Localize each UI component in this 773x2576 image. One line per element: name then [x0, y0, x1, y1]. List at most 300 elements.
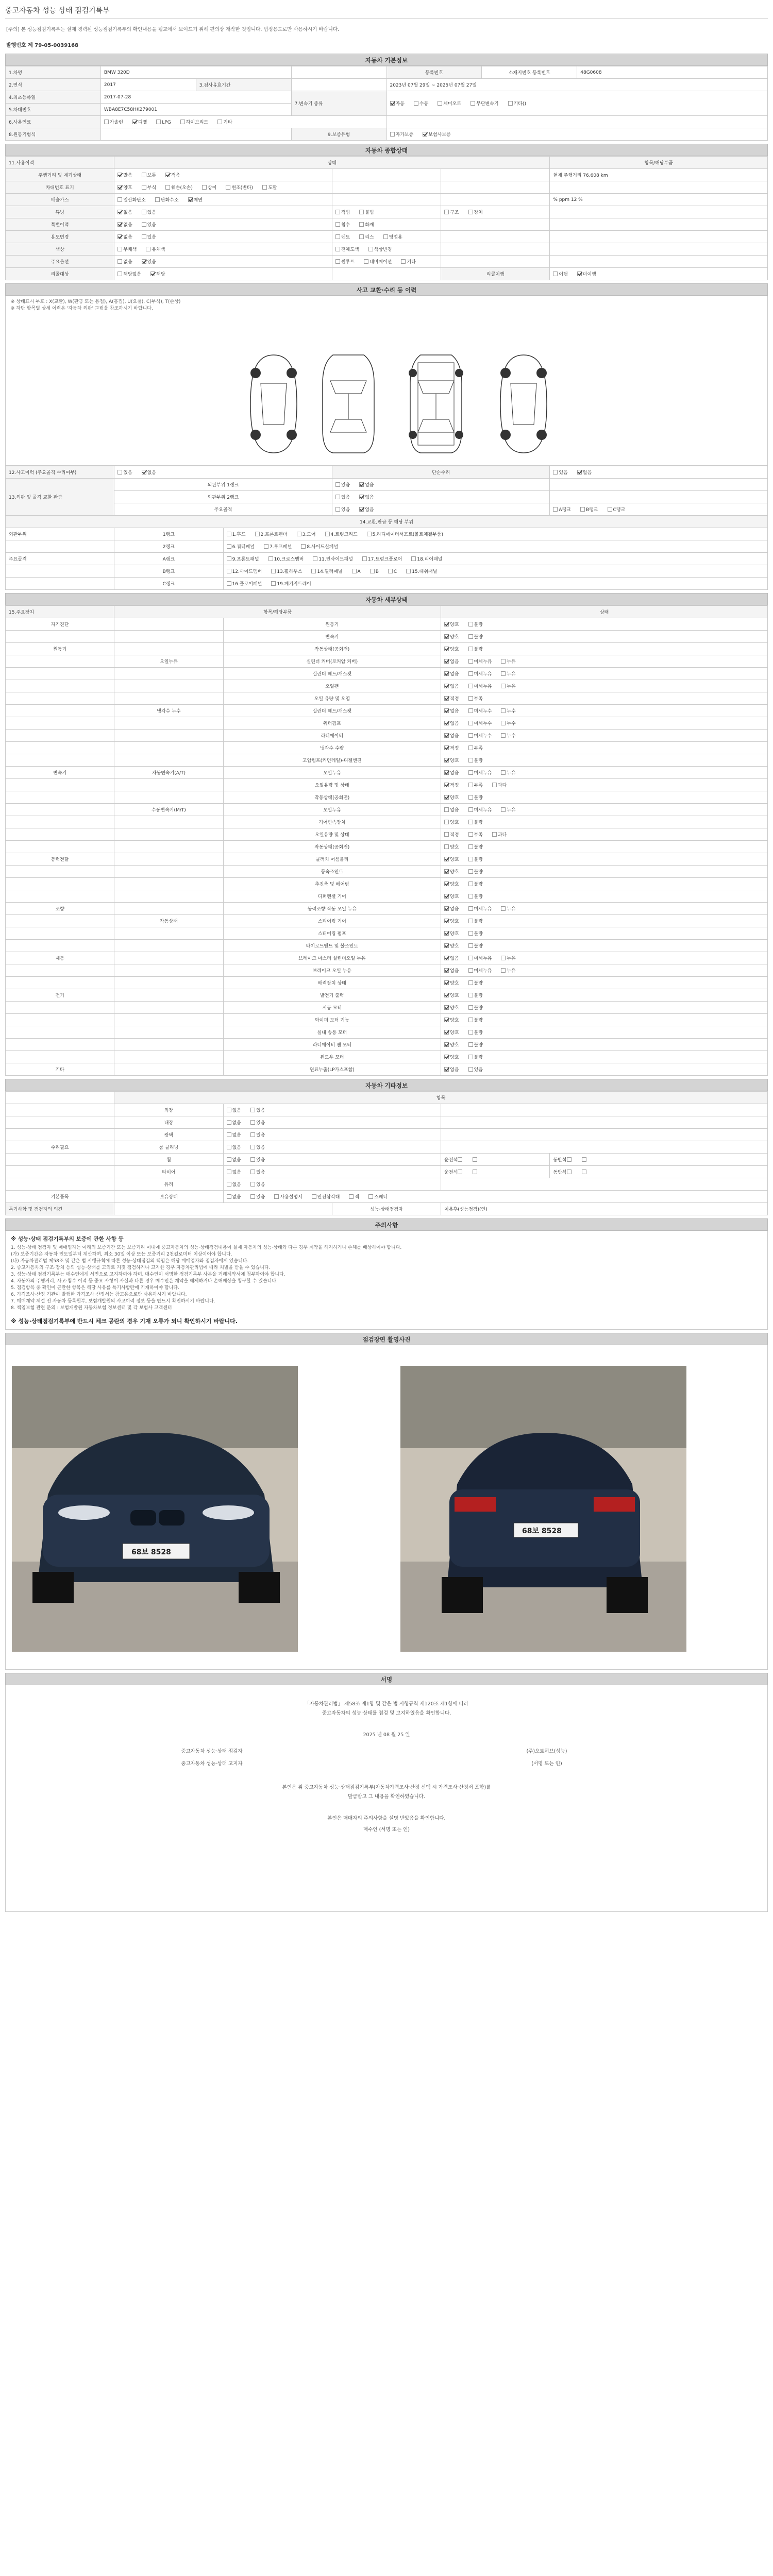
checkbox-option[interactable]: [468, 1054, 483, 1060]
checkbox-option[interactable]: [468, 1016, 483, 1023]
table-cell: [441, 1116, 768, 1129]
checkbox-option[interactable]: [444, 1054, 459, 1060]
checkbox-option[interactable]: [468, 868, 483, 875]
checkbox-icon: [468, 733, 473, 738]
checkbox-option[interactable]: [142, 184, 156, 191]
checkbox-label: 6.쿼터패널: [232, 545, 255, 550]
checkbox-icon: [250, 1145, 255, 1149]
checkbox-option[interactable]: [501, 769, 515, 776]
checkbox-option[interactable]: [458, 1170, 463, 1175]
table-cell: [550, 218, 768, 231]
checkbox-option[interactable]: [468, 1029, 483, 1036]
checkbox-option[interactable]: [444, 1029, 459, 1036]
damage-diagram: [5, 296, 768, 466]
checkbox-option[interactable]: [444, 732, 459, 739]
checkbox-option[interactable]: [227, 1107, 241, 1113]
checkbox-option[interactable]: [438, 100, 461, 107]
checkbox-option[interactable]: [250, 1193, 265, 1200]
checkbox-icon: [468, 1018, 473, 1022]
checkbox-icon: [117, 247, 122, 251]
checkbox-icon: [227, 1108, 231, 1112]
checkbox-label: 적음: [171, 173, 180, 178]
checkbox-option[interactable]: [444, 1016, 459, 1023]
table-cell: 원동기: [223, 618, 441, 631]
checkbox-option[interactable]: [468, 843, 483, 850]
checkbox-label: 불량: [474, 894, 483, 900]
checkbox-option[interactable]: [468, 683, 492, 689]
checkbox-option[interactable]: [444, 918, 459, 924]
checkbox-option[interactable]: [468, 806, 492, 813]
checkbox-option[interactable]: [297, 531, 316, 537]
table-cell: [223, 1154, 441, 1166]
car-photo: [12, 1366, 298, 1652]
checkbox-label: 불량: [474, 931, 483, 937]
table-cell: [441, 618, 768, 631]
table-cell: 상태: [114, 157, 550, 169]
checkbox-icon: [473, 1170, 477, 1174]
checkbox-icon: [325, 532, 330, 536]
checkbox-option[interactable]: [227, 555, 259, 562]
checkbox-option[interactable]: [142, 258, 156, 265]
checkbox-option[interactable]: [553, 469, 567, 476]
checkbox-option[interactable]: [155, 196, 179, 203]
checkbox-icon: [580, 507, 585, 512]
checkbox-option[interactable]: [468, 670, 492, 677]
checkbox-label: 양호: [450, 635, 459, 640]
table-cell: 실내 송풍 모터: [223, 1026, 441, 1039]
checkbox-option[interactable]: [444, 856, 459, 862]
checkbox-option[interactable]: [142, 172, 156, 178]
checkbox-option[interactable]: [444, 967, 459, 974]
checkbox-option[interactable]: [468, 782, 483, 788]
checkbox-option[interactable]: [227, 1144, 241, 1150]
checkbox-option[interactable]: [444, 1066, 459, 1073]
checkbox-label: A: [357, 569, 361, 574]
checkbox-icon: [390, 101, 395, 106]
checkbox-option[interactable]: [468, 819, 483, 825]
checkbox-option[interactable]: [468, 621, 483, 628]
checkbox-option[interactable]: [468, 918, 483, 924]
checkbox-option[interactable]: [352, 569, 361, 574]
checkbox-option[interactable]: [501, 683, 515, 689]
checkbox-option[interactable]: [508, 100, 526, 107]
checkbox-option[interactable]: [501, 905, 515, 912]
checkbox-option[interactable]: [227, 568, 262, 574]
checkbox-option[interactable]: [473, 1170, 478, 1175]
checkbox-option[interactable]: [468, 658, 492, 665]
checkbox-option[interactable]: [268, 555, 304, 562]
checkbox-label: 많음: [123, 173, 132, 178]
checkbox-option[interactable]: [468, 744, 483, 751]
checkbox-option[interactable]: [444, 769, 459, 776]
checkbox-option[interactable]: [359, 494, 374, 500]
checkbox-option[interactable]: [250, 1144, 265, 1150]
checkbox-option[interactable]: [468, 695, 483, 702]
checkbox-option[interactable]: [468, 955, 492, 961]
checkbox-option[interactable]: [335, 494, 350, 500]
checkbox-option[interactable]: [313, 555, 352, 562]
checkbox-option[interactable]: [264, 543, 292, 550]
checkbox-option[interactable]: [255, 531, 288, 537]
checkbox-option[interactable]: [180, 118, 208, 125]
checkbox-option[interactable]: [468, 967, 492, 974]
checkbox-option[interactable]: [468, 794, 483, 801]
checkbox-option[interactable]: [117, 221, 132, 228]
car-frame-diagram: [397, 352, 475, 455]
table-cell: [6, 779, 114, 791]
checkbox-option[interactable]: [468, 209, 483, 215]
checkbox-option[interactable]: [227, 1181, 241, 1188]
checkbox-icon: [217, 120, 222, 124]
checkbox-option[interactable]: [250, 1107, 265, 1113]
table-cell: [223, 553, 767, 565]
checkbox-option[interactable]: [444, 1041, 459, 1048]
checkbox-option[interactable]: [368, 1193, 388, 1200]
checkbox-option[interactable]: [468, 942, 483, 949]
checkbox-option[interactable]: [492, 831, 507, 838]
checkbox-option[interactable]: [132, 118, 147, 125]
checkbox-icon: [501, 671, 506, 676]
checkbox-label: 양호: [450, 882, 459, 887]
table-cell: 발전기 출력: [223, 989, 441, 1002]
checkbox-option[interactable]: [335, 246, 359, 252]
checkbox-option[interactable]: [359, 221, 374, 228]
checkbox-option[interactable]: [444, 893, 459, 900]
checkbox-option[interactable]: [349, 1193, 359, 1200]
checkbox-option[interactable]: [468, 1004, 483, 1011]
checkbox-option[interactable]: [217, 118, 232, 125]
checkbox-icon: [608, 507, 612, 512]
checkbox-option[interactable]: [325, 531, 358, 537]
checkbox-option[interactable]: [444, 905, 459, 912]
checkbox-option[interactable]: [359, 481, 374, 488]
checkbox-option[interactable]: [250, 1156, 265, 1163]
checkbox-option[interactable]: [142, 221, 156, 228]
checkbox-option[interactable]: [117, 196, 145, 203]
checkbox-option[interactable]: [444, 843, 459, 850]
checkbox-option[interactable]: [117, 209, 132, 215]
checkbox-option[interactable]: [468, 856, 483, 862]
checkbox-option[interactable]: [359, 506, 374, 513]
checkbox-option[interactable]: [444, 658, 459, 665]
checkbox-option[interactable]: [142, 209, 156, 215]
checkbox-option[interactable]: [271, 568, 302, 574]
table-row: [6, 1002, 768, 1014]
checkbox-option[interactable]: [444, 646, 459, 652]
checkbox-icon: [468, 671, 473, 676]
checkbox-label: 없음: [365, 483, 374, 488]
checkbox-icon: [444, 1018, 449, 1022]
checkbox-option[interactable]: [444, 819, 459, 825]
checkbox-option[interactable]: [165, 172, 180, 178]
checkbox-option[interactable]: [117, 469, 132, 476]
checkbox-option[interactable]: [580, 506, 598, 513]
checkbox-option[interactable]: [368, 246, 392, 252]
checkbox-option[interactable]: [301, 543, 338, 550]
checkbox-icon: [150, 272, 155, 276]
checkbox-option[interactable]: [444, 683, 459, 689]
checkbox-option[interactable]: [501, 707, 515, 714]
checkbox-option[interactable]: [444, 979, 459, 986]
table-row: [6, 1191, 768, 1203]
table-cell: [6, 791, 114, 804]
checkbox-option[interactable]: [202, 184, 216, 191]
checkbox-option[interactable]: [250, 1181, 265, 1188]
checkbox-option[interactable]: [501, 720, 515, 726]
checkbox-option[interactable]: [501, 670, 515, 677]
checkbox-option[interactable]: [250, 1131, 265, 1138]
checkbox-option[interactable]: [468, 992, 483, 998]
table-cell: [6, 1092, 114, 1104]
checkbox-option[interactable]: [250, 1168, 265, 1175]
inspector-label: 중고자동차 성능·상태 점검자: [181, 1749, 243, 1754]
checkbox-option[interactable]: [117, 184, 132, 191]
checkbox-option[interactable]: [468, 720, 492, 726]
table-cell: [441, 231, 550, 243]
table-row: [6, 964, 768, 977]
checkbox-option[interactable]: [468, 831, 483, 838]
checkbox-option[interactable]: [444, 707, 459, 714]
checkbox-option[interactable]: [444, 955, 459, 961]
checkbox-option[interactable]: [444, 794, 459, 801]
checkbox-option[interactable]: [444, 695, 459, 702]
checkbox-option[interactable]: [311, 568, 342, 574]
checkbox-option[interactable]: [156, 120, 171, 125]
table-cell: [6, 1002, 114, 1014]
checkbox-option[interactable]: [414, 100, 428, 107]
checkbox-option[interactable]: [364, 258, 392, 265]
checkbox-option[interactable]: [227, 531, 246, 537]
checkbox-option[interactable]: [501, 732, 515, 739]
checkbox-option[interactable]: [227, 580, 262, 587]
checkbox-option[interactable]: [444, 806, 459, 813]
checkbox-label: 없음: [232, 1158, 241, 1163]
checkbox-label: 해당없음: [123, 272, 142, 277]
checkbox-label: 무단변속기: [476, 101, 499, 107]
checkbox-option[interactable]: [567, 1170, 573, 1175]
checkbox-option[interactable]: [388, 569, 397, 574]
checkbox-option[interactable]: [444, 757, 459, 764]
table-cell: 항목/해당부품: [114, 606, 441, 618]
checkbox-option[interactable]: [468, 732, 492, 739]
checkbox-option[interactable]: [262, 184, 277, 191]
checkbox-label: 있음: [256, 1108, 265, 1113]
checkbox-option[interactable]: [444, 880, 459, 887]
checkbox-option[interactable]: [468, 905, 492, 912]
checkbox-option[interactable]: [335, 221, 350, 228]
checkbox-option[interactable]: [473, 1158, 478, 1163]
notes-title: 주의사항: [5, 1218, 768, 1231]
checkbox-option[interactable]: [104, 118, 123, 125]
checkbox-option[interactable]: [444, 1004, 459, 1011]
checkbox-option[interactable]: [150, 270, 165, 277]
checkbox-option[interactable]: [423, 131, 450, 138]
checkbox-option[interactable]: [227, 1119, 241, 1126]
checkbox-label: 없음: [123, 260, 132, 265]
checkbox-option[interactable]: [250, 1119, 265, 1126]
checkbox-option[interactable]: [501, 967, 515, 974]
checkbox-option[interactable]: [501, 658, 515, 665]
checkbox-option[interactable]: [146, 246, 165, 252]
checkbox-option[interactable]: [468, 707, 492, 714]
checkbox-option[interactable]: [401, 258, 415, 265]
checkbox-option[interactable]: [501, 806, 515, 813]
table-cell: [114, 927, 223, 940]
checkbox-option[interactable]: [468, 757, 483, 764]
checkbox-option[interactable]: [444, 744, 459, 751]
checkbox-option[interactable]: [117, 172, 132, 178]
checkbox-option[interactable]: [444, 720, 459, 726]
checkbox-option[interactable]: [274, 1193, 302, 1200]
checkbox-option[interactable]: [117, 233, 132, 240]
checkbox-icon: [577, 272, 582, 276]
checkbox-option[interactable]: [227, 1131, 241, 1138]
checkbox-option[interactable]: [335, 233, 350, 240]
checkbox-option[interactable]: [367, 531, 443, 537]
checkbox-option[interactable]: [444, 831, 459, 838]
checkbox-option[interactable]: [444, 942, 459, 949]
checkbox-option[interactable]: [582, 1170, 587, 1175]
checkbox-label: 불량: [474, 1018, 483, 1023]
table-cell: A랭크: [114, 553, 223, 565]
table-row: [6, 631, 768, 643]
checkbox-option[interactable]: [227, 1168, 241, 1175]
checkbox-option[interactable]: [468, 1041, 483, 1048]
checkbox-option[interactable]: [567, 1158, 573, 1163]
checkbox-option[interactable]: [468, 646, 483, 652]
checkbox-label: 양호: [450, 857, 459, 862]
checkbox-label: 누수: [507, 721, 516, 726]
checkbox-label: 양호: [450, 1043, 459, 1048]
checkbox-option[interactable]: [335, 506, 350, 513]
checkbox-option[interactable]: [227, 1193, 241, 1200]
checkbox-option[interactable]: [226, 184, 253, 191]
checkbox-option[interactable]: [458, 1158, 463, 1163]
checkbox-option[interactable]: [468, 769, 492, 776]
checkbox-label: 없음: [232, 1108, 241, 1113]
checkbox-option[interactable]: [577, 270, 596, 277]
table-cell: [441, 878, 768, 890]
checkbox-label: 구조: [450, 210, 459, 215]
checkbox-option[interactable]: [468, 1066, 483, 1073]
table-cell: [6, 1104, 114, 1116]
table-row: [6, 754, 768, 767]
checkbox-label: 보통: [147, 173, 157, 178]
checkbox-option[interactable]: [444, 633, 459, 640]
checkbox-option[interactable]: [370, 569, 379, 574]
checkbox-option[interactable]: [444, 670, 459, 677]
checkbox-option[interactable]: [142, 469, 156, 476]
checkbox-option[interactable]: [335, 258, 355, 265]
table-cell: [441, 1063, 768, 1076]
checkbox-option[interactable]: [383, 233, 402, 240]
table-cell: 연료누출(LP가스포함): [223, 1063, 441, 1076]
table-row: [6, 1178, 768, 1191]
checkbox-icon: [468, 745, 473, 750]
table-cell: 9.보증유형: [291, 128, 386, 141]
checkbox-option[interactable]: [444, 621, 459, 628]
checkbox-option[interactable]: [444, 930, 459, 937]
checkbox-option[interactable]: [335, 481, 350, 488]
checkbox-option[interactable]: [444, 209, 459, 215]
checkbox-option[interactable]: [468, 880, 483, 887]
table-cell: 단순수리: [332, 466, 550, 479]
checkbox-option[interactable]: [390, 131, 414, 138]
checkbox-option[interactable]: [406, 568, 437, 574]
checkbox-option[interactable]: [117, 258, 132, 265]
table-cell: 4.최초등록일: [6, 91, 101, 104]
checkbox-option[interactable]: [577, 469, 592, 476]
table-cell: [441, 1104, 768, 1116]
checkbox-option[interactable]: [271, 580, 311, 587]
table-cell: [6, 655, 114, 668]
checkbox-option[interactable]: [312, 1193, 340, 1200]
checkbox-label: 적정: [450, 697, 459, 702]
checkbox-icon: [180, 120, 185, 124]
checkbox-option[interactable]: [553, 270, 567, 277]
checkbox-icon: [444, 684, 449, 688]
checkbox-option[interactable]: [411, 555, 442, 562]
table-row: [6, 553, 768, 565]
table-row: [6, 767, 768, 779]
checkbox-option[interactable]: [470, 100, 498, 107]
checkbox-option[interactable]: [553, 506, 571, 513]
checkbox-icon: [250, 1170, 255, 1174]
checkbox-option[interactable]: [468, 930, 483, 937]
table-cell: % ppm 12 %: [550, 194, 768, 206]
checkbox-option[interactable]: [444, 868, 459, 875]
checkbox-option[interactable]: [359, 233, 374, 240]
checkbox-label: 불량: [474, 870, 483, 875]
checkbox-option[interactable]: [468, 633, 483, 640]
checkbox-label: 네비게이션: [369, 260, 392, 265]
checkbox-label: 불량: [474, 993, 483, 998]
checkbox-option[interactable]: [165, 184, 193, 191]
table-cell: [441, 256, 550, 268]
checkbox-option[interactable]: [468, 979, 483, 986]
checkbox-option[interactable]: [117, 270, 141, 277]
checkbox-option[interactable]: [117, 246, 137, 252]
table-cell: [114, 680, 223, 692]
checkbox-option[interactable]: [227, 543, 255, 550]
checkbox-option[interactable]: [188, 196, 203, 203]
checkbox-label: 양호: [450, 894, 459, 900]
checkbox-option[interactable]: [468, 893, 483, 900]
table-cell: 기본품목: [6, 1191, 114, 1203]
checkbox-label: 불량: [474, 1055, 483, 1060]
checkbox-option[interactable]: [335, 209, 350, 215]
checkbox-option[interactable]: [608, 506, 626, 513]
table-cell: [441, 791, 768, 804]
checkbox-option[interactable]: [359, 209, 374, 215]
table-cell: 차대번호 표기: [6, 181, 114, 194]
checkbox-icon: [335, 507, 340, 512]
table-cell: B랭크: [114, 565, 223, 578]
checkbox-option[interactable]: [142, 233, 156, 240]
checkbox-option[interactable]: [492, 782, 507, 788]
checkbox-option[interactable]: [362, 555, 402, 562]
checkbox-option[interactable]: [390, 100, 405, 107]
checkbox-option[interactable]: [444, 992, 459, 998]
checkbox-option[interactable]: [501, 955, 515, 961]
checkbox-option[interactable]: [227, 1156, 241, 1163]
table-cell: [6, 680, 114, 692]
table-cell: [6, 742, 114, 754]
table-cell: [441, 194, 550, 206]
checkbox-option[interactable]: [444, 782, 459, 788]
checkbox-icon: [117, 185, 122, 190]
checkbox-option[interactable]: [582, 1158, 587, 1163]
